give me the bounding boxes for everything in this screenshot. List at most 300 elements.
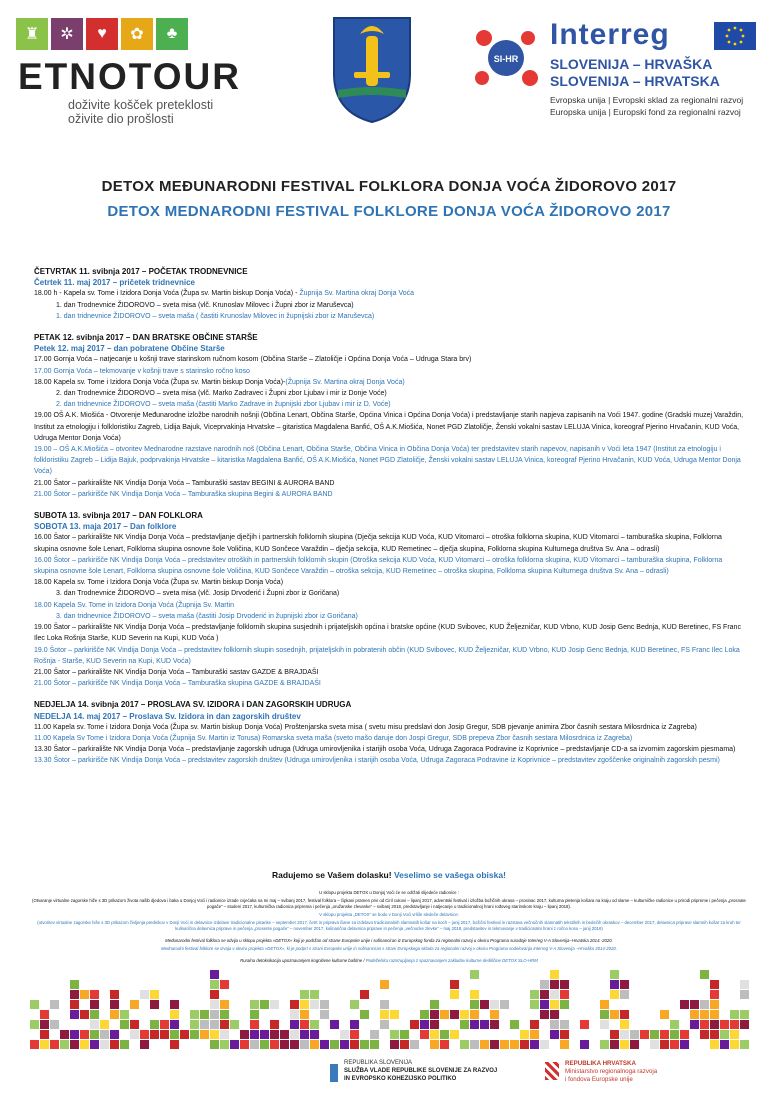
mosaic-tile: [470, 1010, 479, 1019]
mosaic-tile: [710, 1010, 719, 1019]
mosaic-tile: [50, 1020, 59, 1029]
mosaic-tile: [390, 1040, 399, 1049]
mosaic-tile: [660, 1040, 669, 1049]
mosaic-tile: [320, 1000, 329, 1009]
mosaic-tile: [70, 1030, 79, 1039]
mosaic-tile: [110, 1010, 119, 1019]
mosaic-tile: [470, 1000, 479, 1009]
mosaic-tile: [260, 1040, 269, 1049]
mosaic-tile: [310, 1040, 319, 1049]
day-heading-hr: PETAK 12. svibnja 2017 – DAN BRATSKE OBČINE STARŠE: [34, 333, 258, 343]
mosaic-tile: [460, 1020, 469, 1029]
programme-line: 21.00 Šotor – parkirišče NK Vindija Donja Voća – Tamburaška skupina GAZDE & BRAJDAŠI: [34, 680, 321, 688]
mosaic-tile: [550, 1000, 559, 1009]
mosaic-tile: [310, 1000, 319, 1009]
mosaic-tile: [150, 990, 159, 999]
mosaic-tile: [550, 980, 559, 989]
mosaic-tile: [290, 1010, 299, 1019]
mosaic-tile: [80, 1030, 89, 1039]
header: [0, 0, 778, 140]
mosaic-tile: [460, 1040, 469, 1049]
mosaic-tile: [390, 1010, 399, 1019]
mosaic-tile: [190, 1030, 199, 1039]
mosaic-tile: [620, 1040, 629, 1049]
mosaic-tile: [550, 1030, 559, 1039]
mosaic-tile: [610, 1030, 619, 1039]
mosaic-tile: [670, 1020, 679, 1029]
mosaic-tile: [670, 1040, 679, 1049]
programme-line: 17.00 Gornja Voća – natjecanje u košnji trave starinskom ručnom kosom (Občina Starše – Zlatoličje i Općina Donja Voća – Udruga Stara brv): [34, 356, 472, 364]
pattern-icon: ✲: [51, 18, 83, 50]
mosaic-tile: [30, 1020, 39, 1029]
mosaic-tile: [50, 1040, 59, 1049]
mosaic-tile: [60, 1030, 69, 1039]
mosaic-tile: [160, 1030, 169, 1039]
day-heading-sl: Četrtek 11. maj 2017 – pričetek tridnevnice: [34, 278, 195, 288]
programme-line: 21.00 Šotor – parkirišče NK Vindija Donja Voća – Tamburaška skupina Begini & AURORA BAND: [34, 490, 333, 498]
programme-line: 19.0 Šotor – parkirišče NK Vindija Donja Voća – predstavitev folklornih skupin sosednjih, prijateljskih in pobratenih občin (KUD Svibovec, KUD Željezničar, KUD Vrbno, KUD Josip Genc Bednja, KUD Beretinec, FS Franc Ilec Loka Rošnja - Starše, KUD Severin na Kupi, KUD Voća): [34, 646, 740, 665]
welcome-line: [0, 870, 778, 880]
mosaic-tile: [40, 1040, 49, 1049]
programme-line: 16.00 Šotor – parkirišče NK Vindija Donja Voća – predstavitev otroških in partnerskih folklornih skupin (Otroška sekcija KUD Voća, KUD Vitomarci – otroška folklorna skupina, KUD Vitomarci – tamburaška skupina, Folklorna skupina osnovne šole Lenart, Folklorna skupina osnovne šole Voličina, KUD Sončece Varaždin – otroška sekcija, KUD Remetinec – otroška skupina, Folklorna skupina Kulturnega društva Sv. Ana – odrasli): [34, 556, 723, 576]
hr-logo-line-1: REPUBLIKA HRVATSKA: [565, 1060, 636, 1067]
tagline-sl: doživite košček preteklosti: [68, 98, 214, 112]
mosaic-tile: [90, 1040, 99, 1049]
mosaic-tile: [730, 1020, 739, 1029]
mosaic-tile: [70, 1000, 79, 1009]
festival-title-sl: DETOX MEDNARODNI FESTIVAL FOLKLORE DONJA VOĆA ŽIDOROVO 2017: [107, 203, 671, 220]
programme-line: 2. dan Trodnevnice ŽIDOROVO – sveta misa (vlč. Marko Zadravec i Župni zbor Ljubav i mir iz Donje Voće): [56, 390, 387, 398]
mosaic-tile: [710, 1000, 719, 1009]
mosaic-tile: [400, 1040, 409, 1049]
programme-line: 1. dan Trodnevnice ŽIDOROVO – sveta misa (vlč. Krunoslav Milovec i Župni zbor iz Maruševca): [56, 301, 354, 309]
programme-line: 19.00 OŠ A.K. Miošića - Otvorenje Međunarodne izložbe narodnih nošnji (Občina Lenart, Občina Starše, Općina Vinica i Općina Donja Voća) i predstavljanje starih napjeva zapisanih na Voći 1947. godine (Gradski muzej Varaždin, Institut za etnologiju i folkloristiku Zagreb, Lidija Bajuk, Viceprvakinja Hrvatske – gitaristica Magdalena Banfić, OŠ A.K.Miošića, Nonet PGD Zlatoličje, Ženski vokalni sastav LELUJA Vinica, koreograf Pjerino Hrvačanin, KUD Voća, Udruga Mentor Donja Voća): [34, 412, 744, 442]
mosaic-tile: [70, 990, 79, 999]
mosaic-tile: [450, 1010, 459, 1019]
interreg-line-4: Europska unija | Europski fond za regionalni razvoj: [550, 107, 741, 117]
mosaic-tile: [260, 1030, 269, 1039]
mosaic-tile: [550, 1010, 559, 1019]
mosaic-tile: [540, 1010, 549, 1019]
note-1: U sklopu projekta DETOX u Donjoj Voći će se održati slijedeće radionice :: [319, 890, 459, 895]
mosaic-tile: [90, 1020, 99, 1029]
mosaic-tile: [540, 1040, 549, 1049]
programme-line: 1. dan tridnevnice ŽIDOROVO – sveta maša ( častiti Krunoslav Milovec in župnijski zbor iz Maruševca): [56, 312, 375, 320]
mosaic-tile: [510, 1020, 519, 1029]
programme-line: 16.00 Šator – parkiralište NK Vindija Donja Voća – predstavljanje dječjih i partnerskih folklornih skupina (Dječja sekcija KUD Voća, KUD Vitomarci – otroška folklorna skupina, KUD Vitomarci – tamburaška skupina, Folklorna skupina osnovne šole Lenart, Folklorna skupina osnovne šole Voličina, KUD Sončece Varaždin – dječja sekcija, KUD Remetinec – dječja skupina, Folklorna skupina Kulturnega društva Sv. Ana – odrasli): [34, 534, 722, 553]
programme-line: 19.00 Šator – parkiralište NK Vindija Donja Voća – predstavljanje folklornih skupina susjednih i prijateljskih općina i bratske općine (KUD Svibovec, KUD Željezničar, KUD Vrbno, KUD Josip Genc Bednja, KUD Beretinec, FS Franc Ilec Loka Rošnja Starše, KUD Severin na Kupi, KUD Voća ): [34, 624, 741, 643]
mosaic-tile: [280, 1030, 289, 1039]
mosaic-tile: [30, 1040, 39, 1049]
mosaic-tile: [450, 980, 459, 989]
mosaic-tile: [290, 1020, 299, 1029]
mosaic-tile: [440, 1040, 449, 1049]
mosaic-tile: [70, 1040, 79, 1049]
mosaic-tile: [80, 1010, 89, 1019]
festival-title-hr: DETOX MEĐUNARODNI FESTIVAL FOLKLORA DONJA VOĆA ŽIDOROVO 2017: [101, 178, 677, 195]
mosaic-tile: [550, 990, 559, 999]
mosaic-tile: [170, 1010, 179, 1019]
mosaic-tile: [580, 1040, 589, 1049]
mosaic-tile: [200, 1010, 209, 1019]
mosaic-tile: [480, 1020, 489, 1029]
mosaic-tile: [660, 1030, 669, 1039]
mosaic-tile: [430, 1020, 439, 1029]
mosaic-tile: [600, 1010, 609, 1019]
slovenia-flag-icon: [330, 1064, 338, 1082]
mosaic-tile: [540, 1000, 549, 1009]
mosaic-tile: [620, 980, 629, 989]
day-heading-hr: SUBOTA 13. svibnja 2017 – DAN FOLKLORA: [34, 511, 203, 521]
mosaic-tile: [520, 1040, 529, 1049]
festival-titles: [0, 178, 778, 220]
mosaic-tile: [350, 1000, 359, 1009]
mosaic-tile: [560, 1040, 569, 1049]
programme-line: 17.00 Gornja Voća – tekmovanje v košnji trave s starinsko ročno koso: [34, 367, 250, 375]
mosaic-tile: [110, 1040, 119, 1049]
mosaic-tile: [290, 1030, 299, 1039]
mosaic-tile: [380, 1020, 389, 1029]
mosaic-tile: [740, 1020, 749, 1029]
mosaic-tile: [690, 1010, 699, 1019]
mosaic-tile: [480, 1000, 489, 1009]
mosaic-tile: [450, 1030, 459, 1039]
programme-line: 2. dan tridnevnice ŽIDOROVO – sveta maša (častiti Marko Zadrave in župnijski zbor Ljubav i mir iz D. Voće): [56, 401, 391, 409]
interreg-line-2: SLOVENIJA – HRVATSKA: [550, 73, 720, 89]
mosaic-tile: [130, 1030, 139, 1039]
mosaic-tile: [270, 1030, 279, 1039]
mosaic-tile: [300, 1010, 309, 1019]
mosaic-tile: [310, 1030, 319, 1039]
mosaic-tile: [490, 1010, 499, 1019]
mosaic-tile: [500, 1000, 509, 1009]
mosaic-tile: [90, 1010, 99, 1019]
eu-flag-icon: [714, 22, 756, 50]
mosaic-tile: [560, 1030, 569, 1039]
mosaic-tile: [370, 1030, 379, 1039]
mosaic-tile: [40, 1020, 49, 1029]
mosaic-tile: [410, 1020, 419, 1029]
mosaic-tile: [40, 1010, 49, 1019]
mosaic-tile: [380, 980, 389, 989]
welcome-hr: Radujemo se Vašem dolasku!: [272, 870, 392, 880]
si-hr-badge-label: SI-HR: [493, 54, 519, 64]
day-heading-sl: Petek 12. maj 2017 – dan pobratene Občine Starše: [34, 344, 225, 354]
mosaic-tile: [40, 1030, 49, 1039]
mosaic-tile: [560, 980, 569, 989]
mosaic-tile: [620, 990, 629, 999]
mosaic-tile: [70, 1010, 79, 1019]
programme-line: 11.00 Kapela sv. Tome i Izidora Donja Voća (Župa sv. Martin biskup Donja Voća) Proštenjarska sveta misa ( svetu misu predslavi don Josip Gregur, SDB pjevanje animira Zbor časnih sestara Milosrdnica iz Zagreba): [34, 723, 697, 731]
programme-line: 13.30 Šator – parkiralište NK Vindija Donja Voća – predstavljanje zagorskih udruga (Udruga umirovljenika i starijih osoba Voća, Udruga Zagoraca Podravine iz Koprivnice – predstavljanje CD-a sa izvornim zagorskim pjesmama): [34, 746, 736, 754]
mosaic-tile: [720, 1040, 729, 1049]
mosaic-tile: [190, 1020, 199, 1029]
mosaic-tile: [130, 1020, 139, 1029]
mosaic-tile: [510, 1040, 519, 1049]
mosaic-tile: [400, 1030, 409, 1039]
mosaic-tile: [530, 1030, 539, 1039]
mosaic-tile: [710, 990, 719, 999]
programme-line: 11.00 Kapela Sv Tome i Izidora Donja Voća (Župnija Sv. Martin iz Torusa) Romarska sveta maša (sveto mašo daruje don Jospi Gregur, SDB prepeva Zbor časnih sestara Milosrdnica iz Zagreba): [34, 734, 633, 742]
mosaic-tile: [360, 1010, 369, 1019]
mosaic-tile: [500, 1040, 509, 1049]
programme-line: 18.00 Kapela sv. Tome i Izidora Donja Voća (Župa sv. Martin biskup Donja Voća): [34, 579, 284, 587]
programme-line: 18.00 Kapela Sv. Tome in Izidora Donja Voća (Župnija Sv. Martin: [34, 601, 234, 609]
mosaic-tile: [350, 1020, 359, 1029]
mosaic-tile: [260, 1000, 269, 1009]
mosaic-tile: [210, 980, 219, 989]
mosaic-tile: [600, 1020, 609, 1029]
programme-line: 21.00 Šator – parkiralište NK Vindija Donja Voća – Tamburaški sastav GAZDE & BRAJDAŠI: [34, 668, 319, 676]
mosaic-tile: [210, 1040, 219, 1049]
mosaic-tile: [460, 1010, 469, 1019]
mosaic-tile: [530, 1020, 539, 1029]
note-6: Mednarodni festival folklore se izvaja v okviru projekta »DETOX«, ki je podprt s strani Evropske unije in sofinanciran s strani Evropskega sklada za regionalni razvoj v okviru Programa sodelovanja Interreg V-A Slovenija –Hrvaška 2014-2020.: [160, 946, 617, 951]
mosaic-tile: [320, 1040, 329, 1049]
mosaic-tile: [530, 1000, 539, 1009]
mosaic-tile: [210, 1000, 219, 1009]
mosaic-tile: [740, 1040, 749, 1049]
tree-icon: ♣: [156, 18, 188, 50]
programme-line: 13.30 Šotor – parkirišče NK Vindija Donja Voća – predstavitev zagorskih društev (Udruga umirovljenika i starijih osoba Voća, Udruga Zagoraca Podravine iz Koprivnice – predstavitev zgoščenke originalnih zagorskih pesmi): [34, 757, 720, 765]
mosaic-tile: [80, 1040, 89, 1049]
mosaic-tile: [550, 970, 559, 979]
mosaic-tile: [230, 1020, 239, 1029]
mosaic-tile: [170, 1030, 179, 1039]
mosaic-tile: [720, 1020, 729, 1029]
mosaic-tile: [550, 1020, 559, 1029]
programme: [34, 266, 746, 767]
mosaic-tile: [70, 980, 79, 989]
mosaic-tile: [250, 1020, 259, 1029]
mosaic-tile: [740, 980, 749, 989]
note-7: Ruralna detoksikacija upoznavanjem kognitivne kulturne baštine / Podeželska razstrupljanja z spoznavanjem zakladov kulturne dediščine DETOX SLO-HRM: [240, 958, 538, 963]
mosaic-tile: [580, 1020, 589, 1029]
heart-icon: ♥: [86, 18, 118, 50]
mosaic-tile: [740, 1010, 749, 1019]
mosaic-tile: [490, 1000, 499, 1009]
mosaic-tile: [610, 980, 619, 989]
mosaic-tile: [610, 990, 619, 999]
mosaic-tile: [610, 970, 619, 979]
mosaic-tile: [420, 1010, 429, 1019]
mosaic-tile: [300, 1030, 309, 1039]
mosaic-tile: [290, 1000, 299, 1009]
mosaic-tile: [290, 1040, 299, 1049]
coat-of-arms-icon: [330, 14, 414, 126]
slo-logo-line-1: REPUBLIKA SLOVENIJA: [344, 1060, 413, 1066]
mosaic-tile: [120, 1020, 129, 1029]
mosaic-tile: [380, 1010, 389, 1019]
mosaic-tile: [700, 1020, 709, 1029]
mosaic-tile: [300, 1000, 309, 1009]
mosaic-tile: [520, 1030, 529, 1039]
mosaic-tile: [150, 1020, 159, 1029]
mosaic-tile: [120, 1040, 129, 1049]
mosaic-tile: [740, 990, 749, 999]
mosaic-tile: [80, 990, 89, 999]
mosaic-tile: [720, 1030, 729, 1039]
flower-icon: ✿: [121, 18, 153, 50]
hr-logo-line-2: Ministarstvo regionalnoga razvoja: [565, 1068, 658, 1075]
mosaic-tile: [300, 1040, 309, 1049]
mosaic-tile: [130, 1000, 139, 1009]
mosaic-tile: [430, 1010, 439, 1019]
mosaic-tile: [380, 1000, 389, 1009]
mosaic-tile: [540, 980, 549, 989]
mosaic-tile: [470, 1040, 479, 1049]
mosaic-tile: [90, 990, 99, 999]
mosaic-tile: [170, 1040, 179, 1049]
mosaic-tile: [330, 1020, 339, 1029]
mosaic-tile: [660, 1010, 669, 1019]
mosaic-tile: [420, 1020, 429, 1029]
mosaic-tile: [220, 1030, 229, 1039]
programme-line: 3. dan tridnevnice ŽIDOROVO – sveta maša (častiti Josip Drvoderić in župnijski zbor iz Goričana): [56, 612, 358, 620]
mosaic-tile: [180, 1030, 189, 1039]
mosaic-tile: [470, 1020, 479, 1029]
mosaic-tile: [530, 1040, 539, 1049]
mosaic-tile: [730, 1040, 739, 1049]
mosaic-tile: [140, 990, 149, 999]
mosaic-tile: [410, 1040, 419, 1049]
mosaic-tile: [320, 1010, 329, 1019]
mosaic-tile: [220, 1040, 229, 1049]
mosaic-tile: [160, 1020, 169, 1029]
mosaic-tile: [240, 1040, 249, 1049]
mosaic-tile: [710, 1040, 719, 1049]
mosaic-tile: [710, 980, 719, 989]
programme-line: 19.00 – OŠ A.K.Miošića – otvoritev Mednarodne razstave narodnih noš (Občina Lenart, Občina Starše, Občina Vinica in Občina Donja Voća) ter predstavitev starih napevov, napisanih v Voći leta 1947 (Institut za etnologiju i folkloristiku Zagreb – Lidija Bajuk, podprvakinja Hrvatske – kitaristka Magdalena Banfić, OŠ A.K.Miošića, Nonet PGD Zlatoličje, Ženski vokalni sastav LELUJA Vinica, koreograf Pjerino Hrvačanin, KUD Voća, Udruga Mentor Donja Voća): [34, 446, 741, 476]
mosaic-tile: [700, 1030, 709, 1039]
mosaic-tile: [390, 1030, 399, 1039]
note-2: (Otvaranje virtualne zagorske hiže s 3D prikazom života našib djedova i baka u Donjoj Voći i radionice izrade cvjećaka na Ini maj – svibanj 2017, festival folklora – čipkani pramen prvi od Ciril cukovi – lipanj 2017, adventski festival i izložba božičnih ukrasa – prosinac 2017, kulturna pletenja košara na kraju od slame – kulturničke radionice u prirodi pripreme i pečenja „prosnate pogače“ – studeni 2017, kulturnička radionica priprema i pečenja „oružanske zlevanke“ – svibanj 2018, predstavljanje i natjecanje u tradicionalnoj hrani rođoveg starinskom kraju – lipanj 2018).: [32, 898, 746, 909]
mosaic-tile: [210, 1020, 219, 1029]
mosaic-tile: [220, 1000, 229, 1009]
mosaic-tile: [560, 1020, 569, 1029]
mosaic-tile: [610, 1040, 619, 1049]
mosaic-tile: [690, 1000, 699, 1009]
mosaic-tile: [90, 1030, 99, 1039]
day-heading-sl: SOBOTA 13. maja 2017 – Dan folklore: [34, 522, 177, 532]
mosaic-tile: [450, 990, 459, 999]
mosaic-tile: [280, 1040, 289, 1049]
mosaic-tile: [470, 970, 479, 979]
interreg-title: Interreg: [550, 18, 670, 51]
programme-line: 18.00 h - Kapela sv. Tome i Izidora Donja Voća (Župa sv. Martin biskup Donja Voća) - Župnija Sv. Martina okraj Donja Voća: [34, 290, 415, 298]
mosaic-tile: [600, 1000, 609, 1009]
mosaic-tile: [330, 1040, 339, 1049]
mosaic-tile: [650, 1030, 659, 1039]
mosaic-tile: [270, 1020, 279, 1029]
mosaic-tile: [250, 1000, 259, 1009]
mosaic-tile: [190, 1010, 199, 1019]
programme-line: 21.00 Šator – parkiralište NK Vindija Donja Voća – Tamburaški sastav BEGINI & AURORA BAND: [34, 479, 335, 487]
programme-line: 3. dan Trodnevnice ŽIDOROVO – sveta misa (vlč. Josip Drvoderić i Župni zbor iz Goričana): [56, 590, 340, 598]
mosaic-tile: [480, 1040, 489, 1049]
mosaic-tile: [630, 1040, 639, 1049]
mosaic-tile: [150, 1000, 159, 1009]
mosaic-tile: [140, 1040, 149, 1049]
mosaic-tile: [90, 1000, 99, 1009]
mosaic-tile: [60, 1040, 69, 1049]
mosaic-tile: [240, 1030, 249, 1039]
mosaic-tile: [50, 1000, 59, 1009]
mosaic-tile: [340, 1030, 349, 1039]
mosaic-tile: [140, 1030, 149, 1039]
mosaic-tile: [210, 990, 219, 999]
castle-icon: ♜: [16, 18, 48, 50]
mosaic-tile: [200, 1030, 209, 1039]
mosaic-tile: [620, 1030, 629, 1039]
mosaic-tile: [700, 970, 709, 979]
etnotour-brand: ETNOTOUR: [18, 56, 241, 97]
mosaic-tile: [630, 1030, 639, 1039]
mosaic-tile: [620, 1010, 629, 1019]
mosaic-tile: [270, 1000, 279, 1009]
mosaic-tile: [610, 1010, 619, 1019]
etnotour-tiles: [16, 18, 188, 50]
mosaic-tile: [100, 1030, 109, 1039]
mosaic-tile: [110, 990, 119, 999]
mosaic-tile: [650, 1040, 659, 1049]
mosaic-tile: [640, 1030, 649, 1039]
interreg-logo: [470, 16, 770, 126]
si-hr-badge-icon: [470, 22, 542, 94]
mosaic-tile: [440, 1010, 449, 1019]
mosaic-tile: [420, 1030, 429, 1039]
slo-logo-line-3: IN EVROPSKO KOHEZIJSKO POLITIKO: [344, 1076, 457, 1082]
mosaic-tile: [430, 1030, 439, 1039]
mosaic-tile: [350, 1030, 359, 1039]
mosaic-tile: [560, 990, 569, 999]
mosaic-tile: [250, 1010, 259, 1019]
mosaic-tile: [110, 1030, 119, 1039]
mosaic-tile: [600, 1040, 609, 1049]
mosaic-tile: [100, 1040, 109, 1049]
mosaic-tile: [700, 1000, 709, 1009]
mosaic-tile: [150, 1030, 159, 1039]
mosaic-tile: [490, 1040, 499, 1049]
mosaic-tile: [110, 1000, 119, 1009]
mosaic-tile: [540, 990, 549, 999]
interreg-line-1: SLOVENIJA – HRVAŠKA: [550, 56, 713, 72]
mosaic-tile: [710, 1030, 719, 1039]
mosaic-tile: [440, 1030, 449, 1039]
mosaic-tile: [120, 1010, 129, 1019]
mosaic-tile: [200, 1020, 209, 1029]
welcome-sl: Veselimo se vašega obiska!: [393, 870, 506, 880]
mosaic-tile: [170, 1000, 179, 1009]
mosaic-tile: [220, 1010, 229, 1019]
mosaic-tile: [210, 1010, 219, 1019]
tagline-hr: oživite dio prošlosti: [68, 112, 174, 126]
mosaic-tile: [360, 1040, 369, 1049]
mosaic-tile: [230, 1040, 239, 1049]
mosaic-tile: [730, 1030, 739, 1039]
note-3: V sklopu projekta „DETOX“ se bodo v Donji Voći vršile sledeče delavnice:: [319, 912, 459, 917]
interreg-line-3: Evropska unija | Evropski sklad za regionalni razvoj: [550, 95, 744, 105]
mosaic-tile: [680, 1040, 689, 1049]
mosaic-tile: [690, 1020, 699, 1029]
mosaic-tile: [680, 1030, 689, 1039]
mosaic-tile: [210, 970, 219, 979]
day-heading-hr: ČETVRTAK 11. svibnja 2017 – POČETAK TRODNEVNICE: [34, 267, 248, 276]
programme-line: 18.00 Kapela sv. Tome i Izidora Donja Voća (Župa sv. Martin biskup Donja Voća)-(Župnija Sv. Martina okraj Donja Voća): [34, 378, 405, 386]
mosaic-tile: [30, 1000, 39, 1009]
mosaic-tile: [300, 990, 309, 999]
mosaic-tile: [370, 1040, 379, 1049]
